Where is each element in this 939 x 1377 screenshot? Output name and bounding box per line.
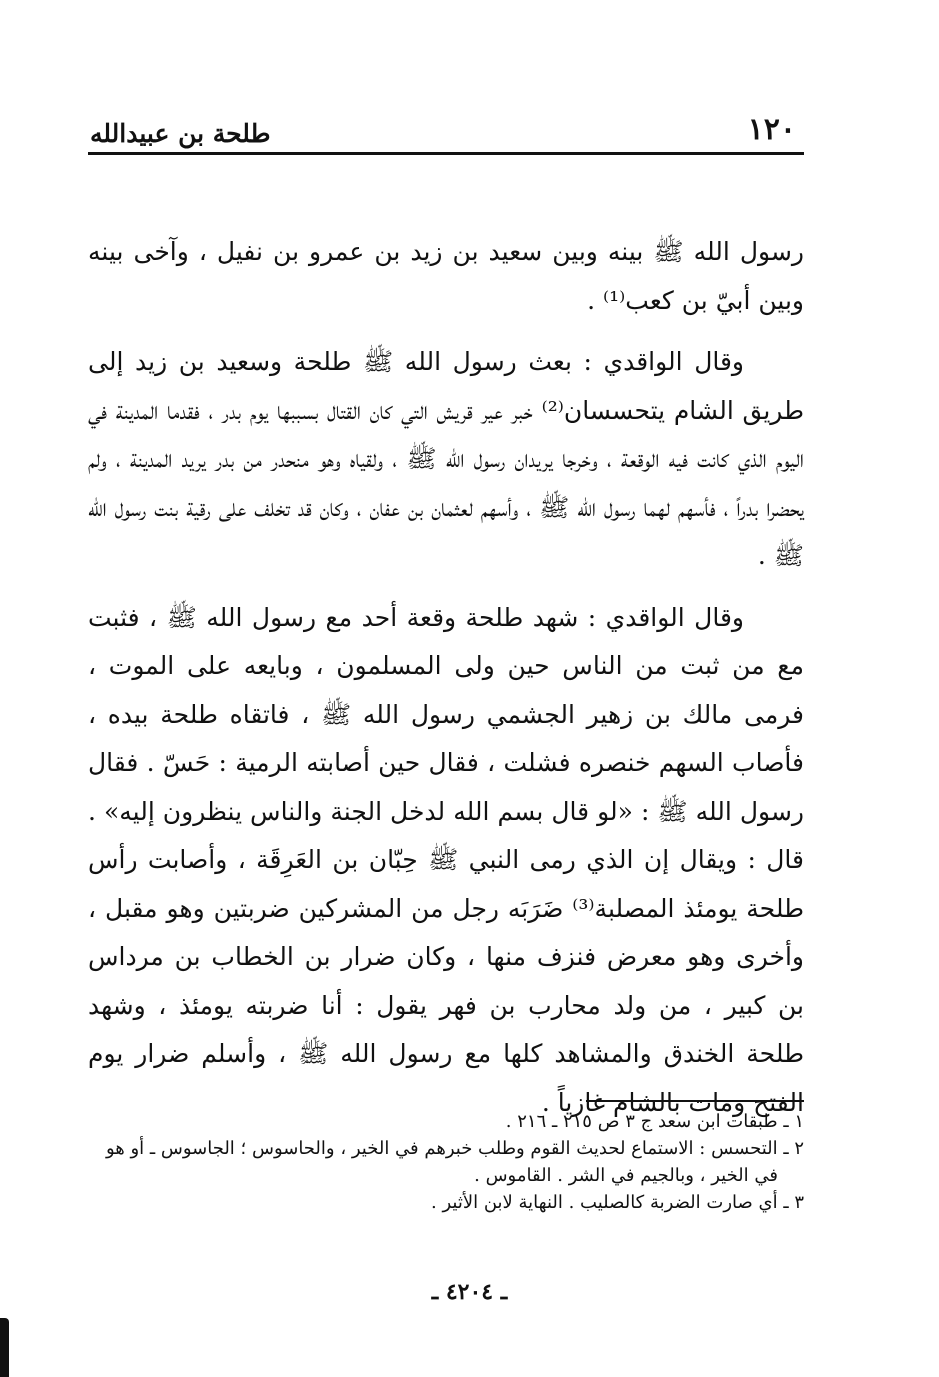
body-text (88, 228, 804, 1127)
scan-edge-mark (0, 1318, 9, 1377)
footnote-item: ٢ ـ التحسس : الاستماع لحديث القوم وطلب خبرهم في الخير ، والحاسوس ؛ الجاسوس ـ أو هو (105, 1138, 804, 1159)
header-rule (88, 152, 804, 155)
paragraph: وقال الواقدي : شهد طلحة وقعة أحد مع رسول الله ﷺ ، فثبت مع من ثبت من الناس حين ولى المسلمون ، وبايعه على الموت ، فرمى مالك بن زهير الجشمي رسول الله ﷺ ، فاتقاه طلحة بيده ، فأصاب السهم خنصره فشلت ، فقال حين أصابته الرمية : حَسّ . فقال رسول الله ﷺ : «لو قال بسم الله لدخل الجنة والناس ينظرون إليه» . قال : ويقال إن الذي رمى النبي ﷺ حِبّان بن العَرِقَة ، وأصابت رأس طلحة يومئذ المصلبة⁽³⁾ ضَرَبَه رجل من المشركين ضربتين وهو مقبل ، وأخرى وهو معرض فنزف منها ، وكان ضرار بن الخطاب بن مرداس بن كبير ، من ولد محارب بن فهر يقول : أنا ضربته يومئذ ، وشهد طلحة الخندق والمشاهد كلها مع رسول الله ﷺ ، وأسلم ضرار يوم الفتح ومات بالشام غازياً . (88, 602, 804, 1117)
footnote-item-continuation: في الخير ، وبالجيم في الشر . القاموس . (474, 1165, 778, 1186)
paragraph: وقال الواقدي : بعث رسول الله ﷺ طلحة وسعيد بن زيد إلى طريق الشام يتحسسان⁽²⁾ خبر عير قريش التي كان القتال بسببها يوم بدر ، فقدما المدينة في اليوم الذي كانت فيه الوقعة ، وخرجا يريدان رسول الله ﷺ ، ولقياه وهو منحدر من بدر يريد المدينة ، ولم يحضرا بدراً ، فأسهم لهما رسول الله ﷺ ، وأسهم لعثمان بن عفان ، وكان قد تخلف على رقية بنت رسول الله ﷺ . (88, 347, 804, 570)
running-header (88, 108, 804, 154)
footnote-rule (586, 1100, 804, 1102)
footer-page-number: ـ ٤٢٠٤ ـ (431, 1279, 508, 1305)
footnote-item: ٣ ـ أي صارت الضربة كالصليب . النهاية لابن الأثير . (431, 1192, 804, 1213)
footnote-item: ١ ـ طبقات ابن سعد ج ٣ ص ٢١٥ ـ ٢١٦ . (505, 1111, 804, 1132)
footnotes (88, 1108, 804, 1216)
paragraph: رسول الله ﷺ بينه وبين سعيد بن زيد بن عمرو بن نفيل ، وآخى بينه وبين أبيّ بن كعب⁽¹⁾ . (88, 237, 804, 315)
header-page-number: ١٢٠ (747, 112, 796, 147)
header-chapter-title: طلحة بن عبيدالله (90, 119, 271, 148)
